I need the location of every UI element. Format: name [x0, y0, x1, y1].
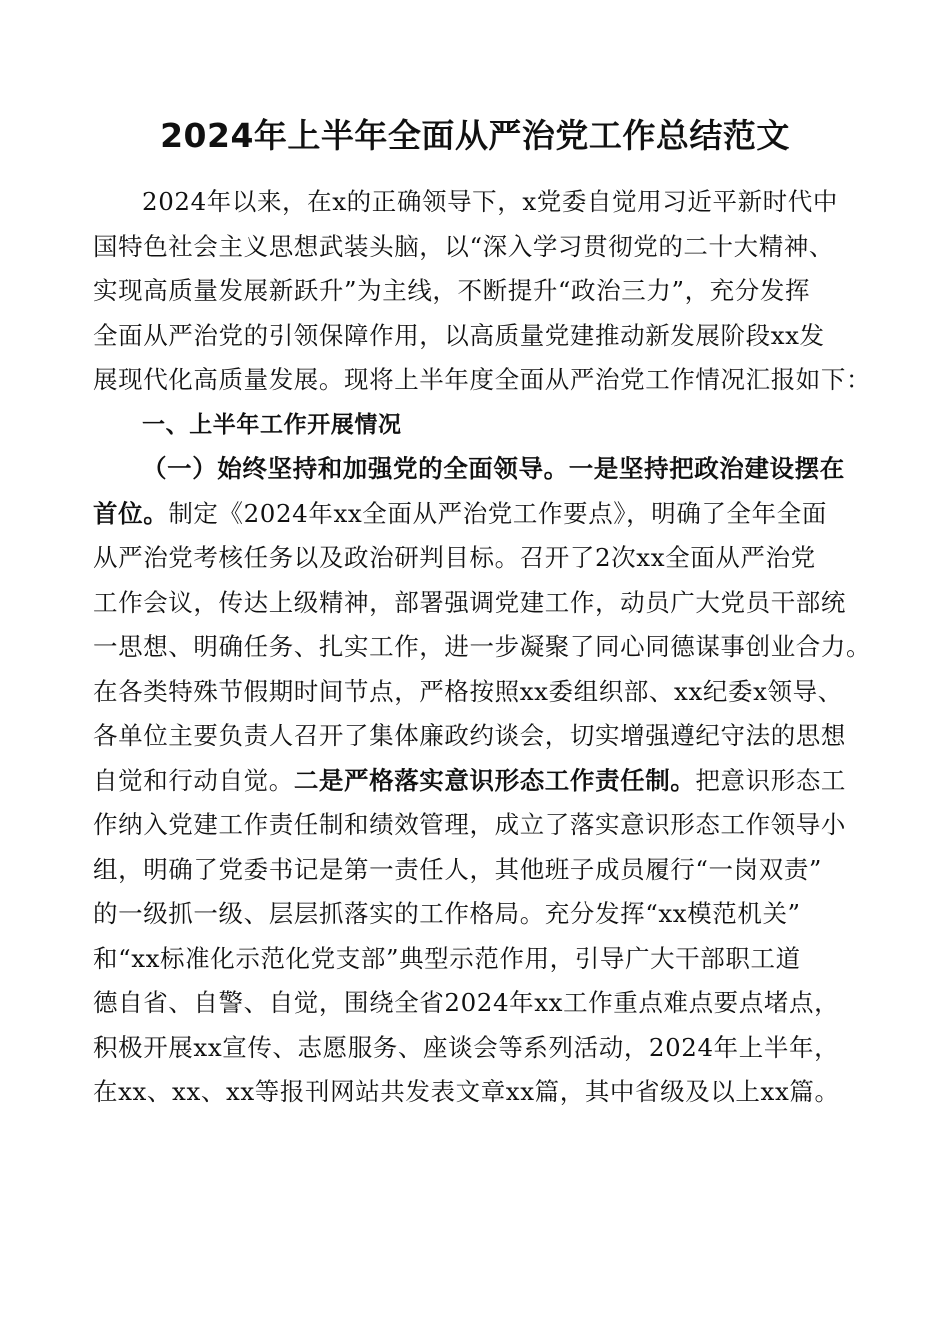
intro-line: 展现代化高质量发展。现将上半年度全面从严治党工作情况汇报如下：	[93, 365, 872, 394]
paragraph-line: 在各类特殊节假期时间节点，严格按照xx委组织部、xx纪委x领导、	[93, 676, 843, 706]
point-lead: 首位。	[93, 498, 169, 528]
document-title: 2024年上半年全面从严治党工作总结范文	[160, 116, 790, 155]
paragraph-text: 制定《2024年xx全面从严治党工作要点》，明确了全年全面	[168, 498, 827, 528]
paragraph-line	[93, 759, 873, 804]
paragraph-line: 积极开展xx宣传、志愿服务、座谈会等系列活动，2024年上半年，	[93, 1032, 840, 1062]
paragraph-line: 从严治党考核任务以及政治研判目标。召开了2次xx全面从严治党	[93, 543, 816, 572]
section-heading: 一、上半年工作开展情况	[142, 411, 402, 438]
paragraph-line: 的一级抓一级、层层抓落实的工作格局。充分发挥“xx模范机关”	[93, 899, 801, 928]
subsection-heading-line	[93, 447, 873, 492]
document-body	[93, 180, 873, 1115]
point-lead: 一是坚持把政治建设摆在	[568, 454, 845, 483]
paragraph-line: 一思想、明确任务、扎实工作，进一步凝聚了同心同德谋事创业合力。	[93, 632, 872, 661]
paragraph-text: 把意识形态工	[695, 765, 847, 795]
intro-line: 全面从严治党的引领保障作用，以高质量党建推动新发展阶段xx发	[93, 320, 825, 350]
intro-line: 实现高质量发展新跃升”为主线，不断提升“政治三力”，充分发挥	[93, 276, 811, 305]
paragraph-line	[93, 492, 873, 537]
paragraph-text: 自觉和行动自觉。	[93, 765, 294, 795]
paragraph-line: 在xx、xx、xx等报刊网站共发表文章xx篇，其中省级及以上xx篇。	[93, 1077, 840, 1106]
intro-line: 2024年以来，在x的正确领导下，x党委自觉用习近平新时代中	[142, 187, 838, 216]
paragraph-line: 工作会议，传达上级精神，部署强调党建工作，动员广大党员干部统	[93, 587, 846, 617]
intro-line: 国特色社会主义思想武装头脑，以“深入学习贯彻党的二十大精神、	[93, 231, 835, 261]
paragraph-line: 德自省、自警、自觉，围绕全省2024年xx工作重点难点要点堵点，	[93, 988, 840, 1017]
paragraph-line: 作纳入党建工作责任制和绩效管理，成立了落实意识形态工作领导小	[93, 810, 846, 839]
point-lead: 二是严格落实意识形态工作责任制。	[293, 765, 696, 795]
paragraph-line: 各单位主要负责人召开了集体廉政约谈会，切实增强遵纪守法的思想	[93, 721, 846, 750]
subsection-heading: （一）始终坚持和加强党的全面领导。	[142, 454, 569, 483]
paragraph-line: 和“xx标准化示范化党支部”典型示范作用，引导广大干部职工道	[93, 943, 801, 973]
paragraph-line: 组，明确了党委书记是第一责任人，其他班子成员履行“一岗双责”	[93, 854, 823, 884]
